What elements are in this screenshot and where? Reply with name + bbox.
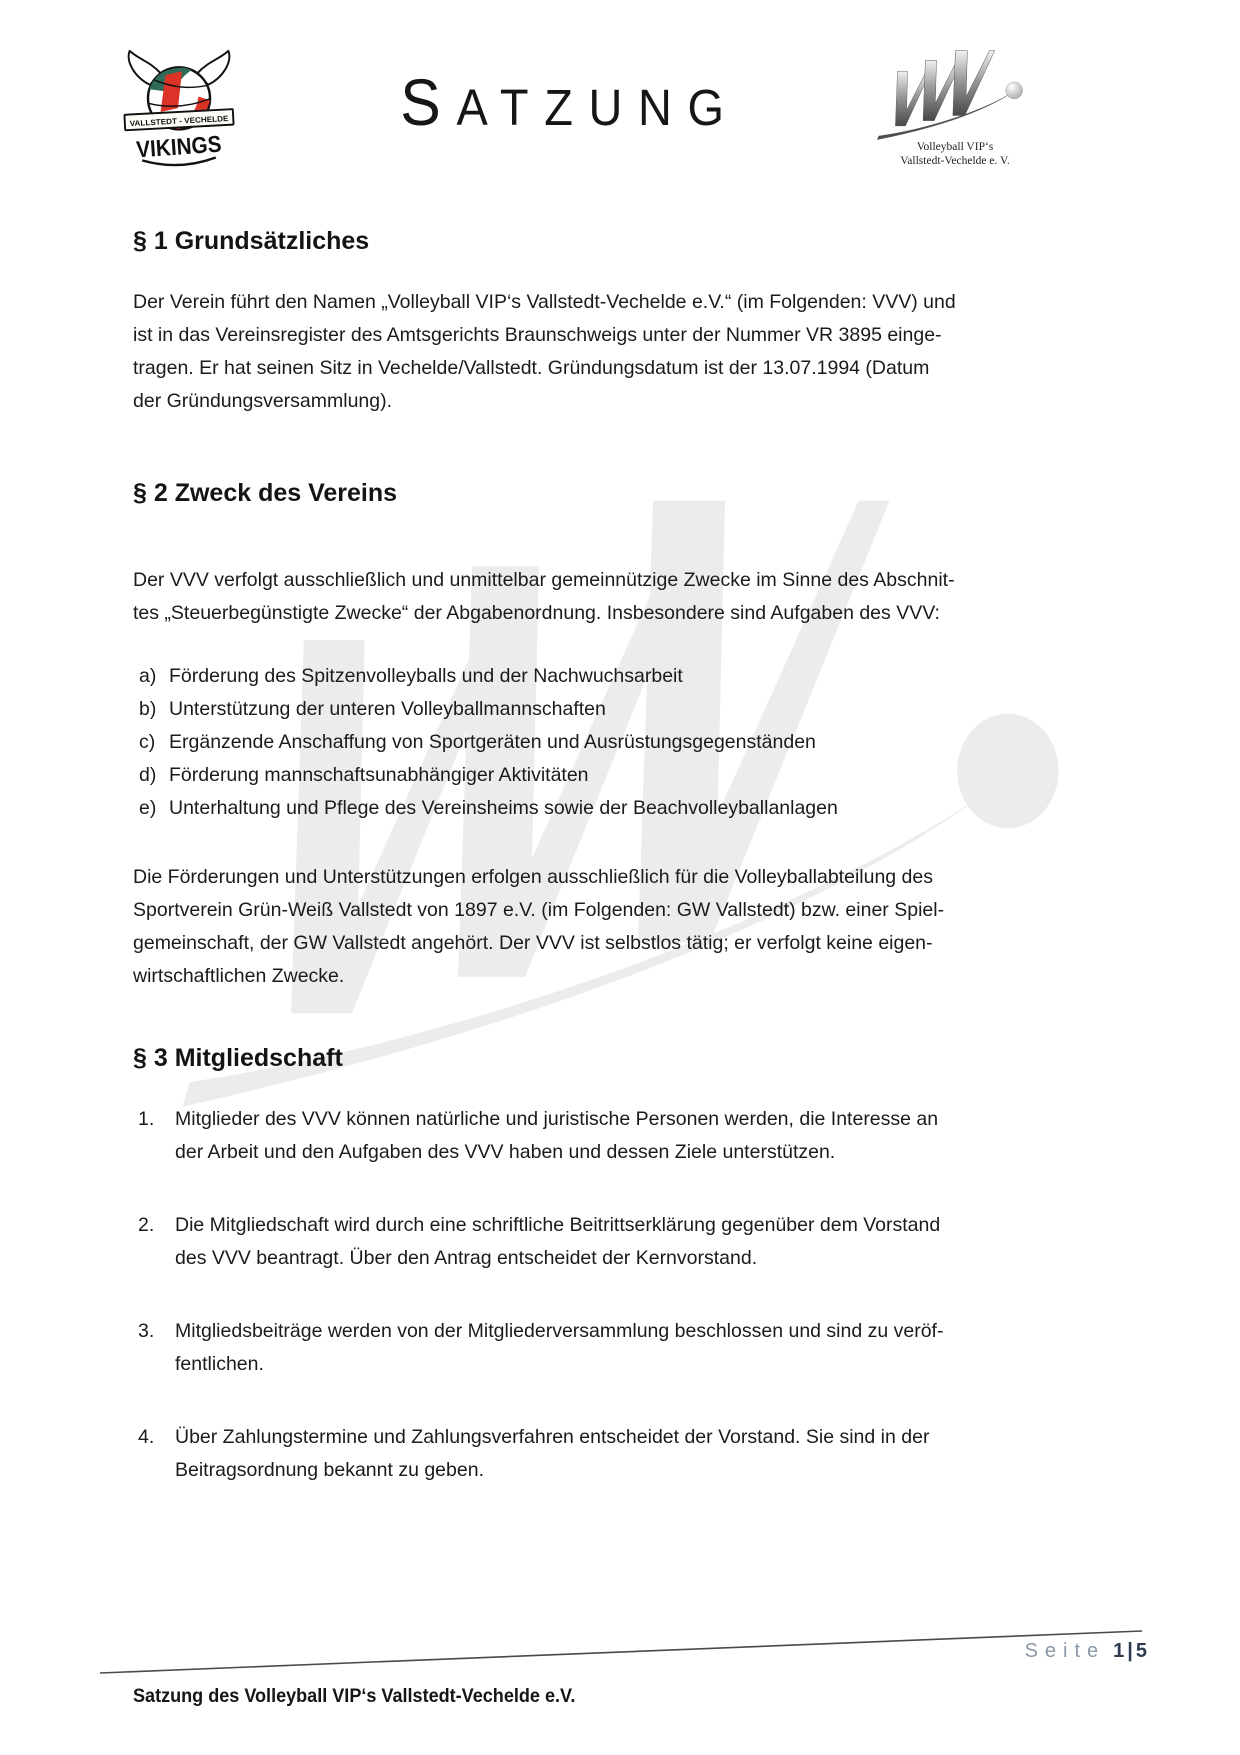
item-number: 4. bbox=[138, 1426, 155, 1448]
item-number: 1. bbox=[138, 1108, 155, 1130]
list-text: Förderung mannschaftsunabhängiger Aktivitäten bbox=[169, 764, 589, 786]
list-marker: c) bbox=[139, 731, 156, 753]
list-text: Unterhaltung und Pflege des Vereinsheims sowie der Beachvolleyballanlagen bbox=[169, 797, 838, 819]
vvv-logo-caption bbox=[880, 140, 1030, 168]
item-text bbox=[175, 1315, 943, 1381]
list-marker: a) bbox=[139, 665, 157, 687]
vikings-banner-text: VALLSTEDT - VECHELDE bbox=[129, 114, 224, 129]
text-line: tes „Steuerbegünstigte Zwecke“ der Abgabenordnung. Insbesondere sind Aufgaben des VVV: bbox=[133, 602, 940, 624]
list-text: Unterstützung der unteren Volleyballmannschaften bbox=[169, 698, 606, 720]
item-text bbox=[175, 1103, 938, 1169]
vikings-logo bbox=[120, 48, 238, 172]
item-number: 3. bbox=[138, 1320, 155, 1342]
text-line: Mitglieder des VVV können natürliche und juristische Personen werden, die Interesse an bbox=[175, 1108, 939, 1130]
text-line: tragen. Er hat seinen Sitz in Vechelde/Vallstedt. Gründungsdatum ist der 13.07.1994 (Datum bbox=[133, 357, 930, 379]
list-text: Förderung des Spitzenvolleyballs und der Nachwuchsarbeit bbox=[169, 665, 683, 687]
section-heading-2: § 2 Zweck des Vereins bbox=[133, 479, 398, 507]
page-title-initial: S bbox=[400, 65, 457, 139]
paragraph-zweck-outro bbox=[133, 861, 1019, 993]
text-line: Mitgliedsbeiträge werden von der Mitgliederversammlung beschlossen und sind zu veröf- bbox=[175, 1320, 944, 1342]
list-item bbox=[133, 726, 1019, 759]
text-line: Beitragsordnung bekannt zu geben. bbox=[175, 1459, 484, 1481]
vikings-wordmark: VIKINGS bbox=[135, 129, 233, 163]
numbered-item bbox=[133, 1315, 1019, 1381]
page-title bbox=[400, 64, 739, 140]
footer-document-title: Satzung des Volleyball VIP‘s Vallstedt-Vechelde e.V. bbox=[133, 1686, 576, 1707]
text-line: fentlichen. bbox=[175, 1353, 264, 1375]
text-line: Die Förderungen und Unterstützungen erfolgen ausschließlich für die Volleyballabteilung des bbox=[133, 866, 933, 888]
text-line: wirtschaftlichen Zwecke. bbox=[133, 965, 345, 987]
vvv-ball-icon bbox=[1006, 82, 1023, 99]
page-number-label: Seite bbox=[1024, 1640, 1106, 1662]
numbered-item bbox=[133, 1209, 1019, 1275]
page-title-rest: ATZUNG bbox=[456, 79, 740, 136]
list-item bbox=[133, 693, 1019, 726]
list-text: Ergänzende Anschaffung von Sportgeräten und Ausrüstungsgegenständen bbox=[169, 731, 816, 753]
vvv-caption-line2: Vallstedt-Vechelde e. V. bbox=[900, 155, 1010, 167]
numbered-item bbox=[133, 1421, 1019, 1487]
paragraph-grundsaetzliches bbox=[133, 286, 1019, 418]
item-text bbox=[175, 1421, 929, 1487]
page-number-value: 1|5 bbox=[1113, 1640, 1150, 1662]
text-line: Über Zahlungstermine und Zahlungsverfahren entscheidet der Vorstand. Sie sind in der bbox=[175, 1426, 930, 1448]
section-heading-1: § 1 Grundsätzliches bbox=[133, 227, 370, 255]
numbered-item bbox=[133, 1103, 1019, 1169]
list-marker: d) bbox=[139, 764, 157, 786]
page-number bbox=[1025, 1640, 1150, 1663]
section-heading-3: § 3 Mitgliedschaft bbox=[133, 1044, 343, 1072]
item-number: 2. bbox=[138, 1214, 155, 1236]
text-line: Sportverein Grün-Weiß Vallstedt von 1897 e.V. (im Folgenden: GW Vallstedt) bzw. einer Spiel- bbox=[133, 899, 945, 921]
text-line: ist in das Vereinsregister des Amtsgerichts Braunschweigs unter der Nummer VR 3895 einge- bbox=[133, 324, 942, 346]
text-line: der Gründungsversammlung). bbox=[133, 390, 393, 412]
vvv-caption-line1: Volleyball VIP‘s bbox=[916, 141, 994, 153]
text-line: Der Verein führt den Namen „Volleyball VIP‘s Vallstedt-Vechelde e.V.“ (im Folgenden: VVV) und bbox=[133, 291, 956, 313]
document-body bbox=[133, 226, 1019, 1527]
text-line: des VVV beantragt. Über den Antrag entscheidet der Kernvorstand. bbox=[175, 1247, 758, 1269]
list-item bbox=[133, 792, 1019, 825]
vvv-logo bbox=[874, 46, 1026, 142]
text-line: gemeinschaft, der GW Vallstedt angehört. Der VVV ist selbstlos tätig; er verfolgt keine eigen- bbox=[133, 932, 933, 954]
paragraph-zweck-intro bbox=[133, 564, 1019, 630]
text-line: Der VVV verfolgt ausschließlich und unmittelbar gemeinnützige Zwecke im Sinne des Abschnit- bbox=[133, 569, 955, 591]
text-line: Die Mitgliedschaft wird durch eine schriftliche Beitrittserklärung gegenüber dem Vorstand bbox=[175, 1214, 941, 1236]
list-item bbox=[133, 660, 1019, 693]
text-line: der Arbeit und den Aufgaben des VVV haben und dessen Ziele unterstützen. bbox=[175, 1141, 836, 1163]
list-marker: b) bbox=[139, 698, 157, 720]
list-marker: e) bbox=[139, 797, 157, 819]
tasks-list bbox=[133, 660, 1019, 825]
item-text bbox=[175, 1209, 940, 1275]
list-item bbox=[133, 759, 1019, 792]
